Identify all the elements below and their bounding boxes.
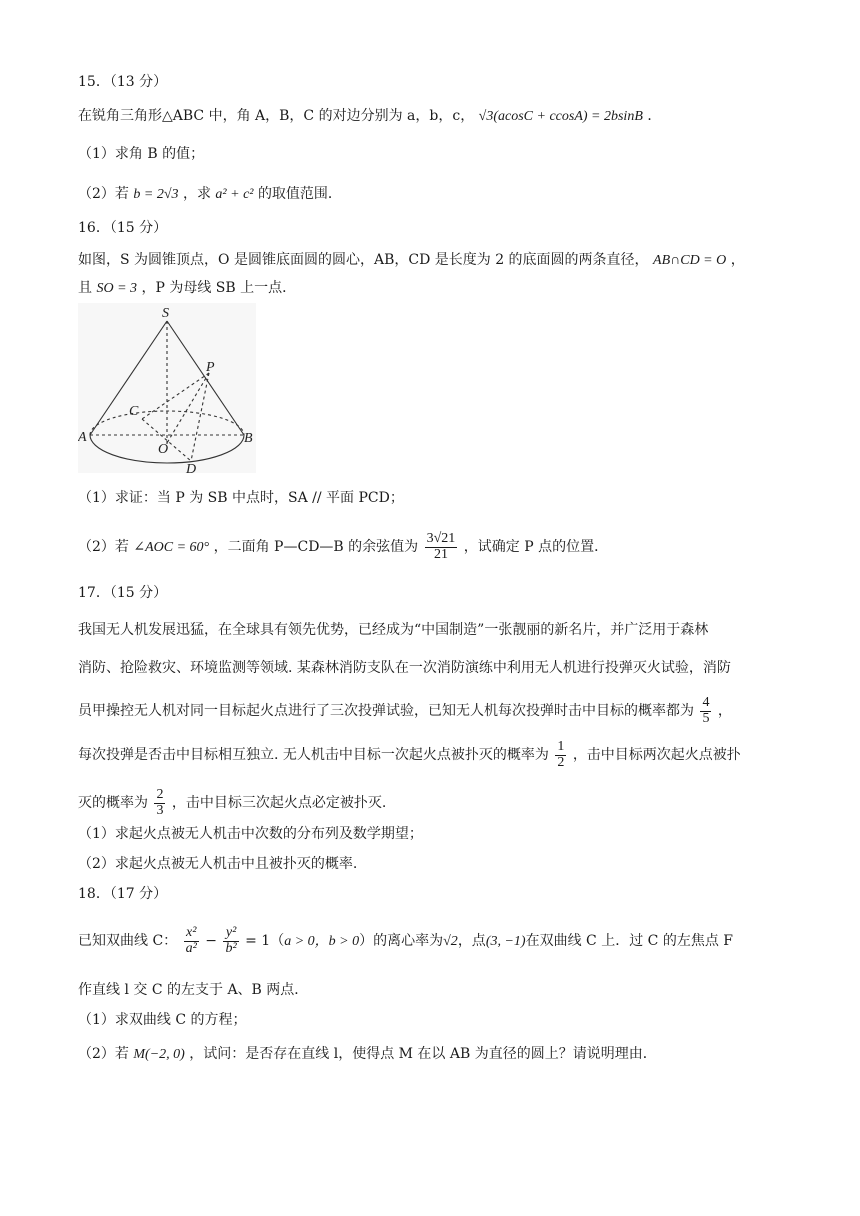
problem-16-stem-pre-2: 且 [78, 280, 92, 296]
problem-15-question-1: （1）求角 B 的值； [78, 146, 205, 162]
problem-17-question-2: （2）求起火点被无人机击中且被扑灭的概率. [78, 856, 358, 872]
problem-17-header: 17．（15 分） [78, 585, 168, 601]
problem-18-point: (3, −1) [485, 934, 526, 950]
problem-16-q2-mid: ，二面角 P—CD—B 的余弦值为 [213, 539, 419, 556]
problem-17-line-5-post: ，击中目标三次起火点必定被扑灭. [171, 795, 387, 812]
problem-16-stem-end-1: ， [730, 252, 745, 268]
problem-16-stem-equation-2: SO = 3 [96, 281, 138, 296]
problem-18-fraction-x-denominator: a² [185, 940, 197, 956]
problem-15-q2-post: 的取值范围． [257, 186, 342, 202]
problem-18-fraction-x [184, 926, 199, 956]
problem-17-line-3-post: ， [717, 703, 732, 720]
problem-17-fraction-two [154, 788, 165, 818]
problem-17-line-3 [78, 696, 732, 726]
problem-16-question-1: （1）求证：当 P 为 SB 中点时，SA // 平面 PCD； [78, 490, 404, 506]
problem-18-stem-pre: 已知双曲线 C： [78, 933, 178, 950]
problem-18-header: 18．（17 分） [78, 886, 168, 902]
problem-18-fraction-y [223, 926, 238, 956]
cone-label-a: A [78, 430, 87, 445]
problem-15-q2-expression: a² + c² [215, 187, 254, 202]
cone-label-c: C [129, 404, 139, 419]
cone-figure [78, 303, 256, 473]
problem-17-fraction-one [555, 740, 566, 770]
problem-18-stem-line-1 [78, 926, 733, 956]
problem-16-q2-fraction-numerator: 3√21 [426, 531, 456, 546]
problem-16-stem-post-2: ，P 为母线 SB 上一点． [141, 280, 297, 296]
problem-18-fraction-y-denominator: b² [225, 940, 237, 956]
problem-16-question-2 [78, 532, 608, 562]
problem-16-stem-text-1: 如图，S 为圆锥顶点，O 是圆锥底面圆的圆心，AB，CD 是长度为 2 的底面圆的两条直径， [78, 252, 649, 268]
problem-18-fraction-y-numerator: y² [223, 926, 238, 942]
problem-15-q2-equation: b = 2√3 [133, 187, 179, 202]
problem-16-header: 16．（15 分） [78, 220, 168, 236]
problem-16-q2-fraction-denominator: 21 [433, 546, 448, 562]
problem-15-stem-text: 在锐角三角形△ABC 中，角 A，B，C 的对边分别为 a，b，c， [78, 108, 475, 124]
problem-17-line-3-pre: 员甲操控无人机对同一目标起火点进行了三次投弹试验，已知无人机每次投弹时击中目标的概率都为 [78, 703, 694, 720]
problem-15-stem [78, 106, 661, 127]
problem-18-stem-end: 在双曲线 C 上．过 C 的左焦点 F [525, 933, 733, 950]
problem-16-stem-equation-1: AB∩CD = O [653, 253, 727, 268]
problem-16-q2-post: ，试确定 P 点的位置． [463, 539, 609, 556]
problem-18-q2-point: M(−2, 0) [133, 1047, 185, 1062]
problem-17-fraction-hit-denominator: 5 [702, 710, 710, 726]
problem-15-header: 15．（13 分） [78, 74, 168, 90]
problem-18-q2-pre: （2）若 [78, 1046, 129, 1062]
problem-17-line-2: 消防、抢险救灾、环境监测等领域. 某森林消防支队在一次消防演练中利用无人机进行投弹灭火试验，消防 [78, 660, 731, 676]
problem-18-stem-mid: ）的离心率为 [359, 933, 444, 950]
problem-17-line-4 [78, 740, 741, 770]
problem-15-q2-mid: ，求 [182, 186, 211, 202]
problem-16-q2-fraction [425, 532, 458, 562]
cone-label-b: B [244, 431, 253, 446]
problem-17-question-1: （1）求起火点被无人机击中次数的分布列及数学期望； [78, 826, 423, 842]
problem-18-condition: a > 0，b > 0 [284, 934, 360, 950]
problem-17-line-1: 我国无人机发展迅猛，在全球具有领先优势，已经成为“中国制造”一张靓丽的新名片，并广泛用于森林 [78, 622, 709, 638]
problem-18-q2-post: ，试问：是否存在直线 l，使得点 M 在以 AB 为直径的圆上？请说明理由． [189, 1046, 657, 1062]
problem-18-question-1: （1）求双曲线 C 的方程； [78, 1012, 247, 1028]
problem-18-equals-one: = 1（ [245, 933, 285, 950]
problem-17-fraction-one-denominator: 2 [557, 754, 565, 770]
problem-18-stem-line-2: 作直线 l 交 C 的左支于 A、B 两点． [78, 982, 309, 998]
problem-16-stem-line-2 [78, 278, 296, 299]
problem-16-q2-pre: （2）若 [78, 539, 129, 556]
problem-17-fraction-hit [700, 696, 711, 726]
cone-label-o: O [158, 442, 169, 457]
cone-label-s: S [162, 306, 169, 321]
problem-15-q2-pre: （2）若 [78, 186, 129, 202]
cone-label-p: P [206, 360, 215, 375]
cone-label-d: D [186, 462, 197, 473]
problem-17-line-4-pre: 每次投弹是否击中目标相互独立. 无人机击中目标一次起火点被扑灭的概率为 [78, 747, 549, 764]
problem-17-line-5-pre: 灭的概率为 [78, 795, 148, 812]
problem-16-q2-equation: ∠AOC = 60° [133, 540, 210, 556]
problem-18-fraction-x-numerator: x² [184, 926, 199, 942]
problem-17-fraction-two-denominator: 3 [156, 802, 164, 818]
problem-17-line-5 [78, 788, 386, 818]
problem-15-stem-equation: √3(acosC + ccosA) = 2bsinB [478, 109, 643, 124]
problem-15-stem-end: ． [647, 108, 662, 124]
problem-18-question-2 [78, 1044, 657, 1065]
problem-18-eccentricity: √2 [443, 934, 458, 950]
problem-18-minus: − [205, 933, 218, 950]
problem-17-fraction-hit-numerator: 4 [702, 695, 710, 710]
problem-18-stem-mid-2: ，点 [457, 933, 486, 950]
problem-17-line-4-post: ，击中目标两次起火点被扑 [572, 747, 741, 764]
problem-17-fraction-two-numerator: 2 [156, 787, 164, 802]
problem-15-question-2 [78, 184, 342, 205]
problem-17-fraction-one-numerator: 1 [557, 739, 565, 754]
problem-16-stem-line-1 [78, 250, 745, 271]
